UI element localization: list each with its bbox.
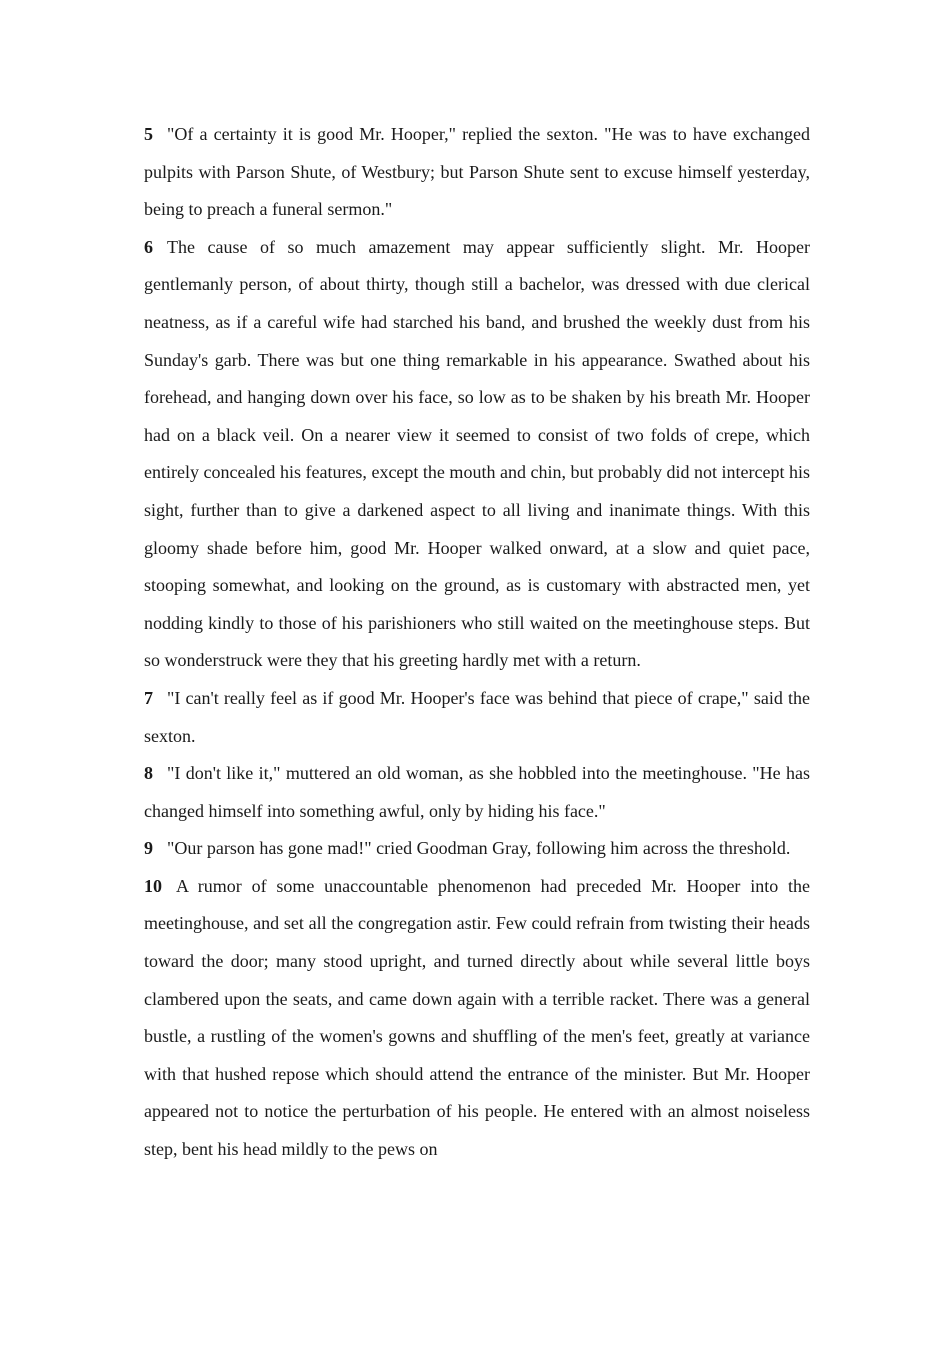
paragraph-6 bbox=[144, 229, 810, 680]
paragraph-number: 9 bbox=[144, 838, 153, 859]
paragraph-text: "Of a certainty it is good Mr. Hooper," replied the sexton. "He was to have exchanged pulpits with Parson Shute, of Westbury; but Parson Shute sent to excuse himself yesterday, being to preach a funeral sermon." bbox=[144, 124, 810, 220]
paragraph-number: 5 bbox=[144, 124, 153, 144]
paragraph-number: 7 bbox=[144, 687, 153, 708]
paragraph-number: 6 bbox=[144, 236, 153, 257]
paragraph-8 bbox=[144, 755, 810, 830]
paragraph-9 bbox=[144, 830, 810, 868]
document-page bbox=[144, 116, 810, 1169]
paragraph-text: The cause of so much amazement may appear sufficiently slight. Mr. Hooper gentlemanly person, of about thirty, though still a bachelor, was dressed with due clerical neatness, as if a careful wife had starched his band, and brushed the weekly dust from his Sunday's garb. There was but one thing remarkable in his appearance. Swathed about his forehead, and hanging down over his face, so low as to be shaken by his breath Mr. Hooper had on a black veil. On a nearer view it seemed to consist of two folds of crepe, which entirely concealed his features, except the mouth and chin, but probably did not intercept his sight, further than to give a darkened aspect to all living and inanimate things. With this gloomy shade before him, good Mr. Hooper walked onward, at a slow and quiet pace, stooping somewhat, and looking on the ground, as is customary with abstracted men, yet nodding kindly to those of his parishioners who still waited on the meetinghouse steps. But so wonderstruck were they that his greeting hardly met with a return. bbox=[144, 236, 810, 671]
paragraph-text: "Our parson has gone mad!" cried Goodman Gray, following him across the threshold. bbox=[167, 838, 791, 859]
paragraph-number: 8 bbox=[144, 763, 153, 784]
paragraph-10 bbox=[144, 868, 810, 1169]
paragraph-text: A rumor of some unaccountable phenomenon had preceded Mr. Hooper into the meetinghouse, and set all the congregation astir. Few could refrain from twisting their heads toward the door; many stood upright, and turned directly about while several little boys clambered upon the seats, and came down again with a terrible racket. There was a general bustle, a rustling of the women's gowns and shuffling of the men's feet, greatly at variance with that hushed repose which should attend the entrance of the minister. But Mr. Hooper appeared not to notice the perturbation of his people. He entered with an almost noiseless step, bent his head mildly to the pews on bbox=[144, 875, 810, 1160]
paragraph-5 bbox=[144, 116, 810, 229]
paragraph-7 bbox=[144, 680, 810, 755]
paragraph-number: 10 bbox=[144, 875, 162, 896]
paragraph-text: "I don't like it," muttered an old woman, as she hobbled into the meetinghouse. "He has changed himself into something awful, only by hiding his face." bbox=[144, 763, 810, 821]
paragraph-text: "I can't really feel as if good Mr. Hooper's face was behind that piece of crape," said the sexton. bbox=[144, 687, 810, 746]
